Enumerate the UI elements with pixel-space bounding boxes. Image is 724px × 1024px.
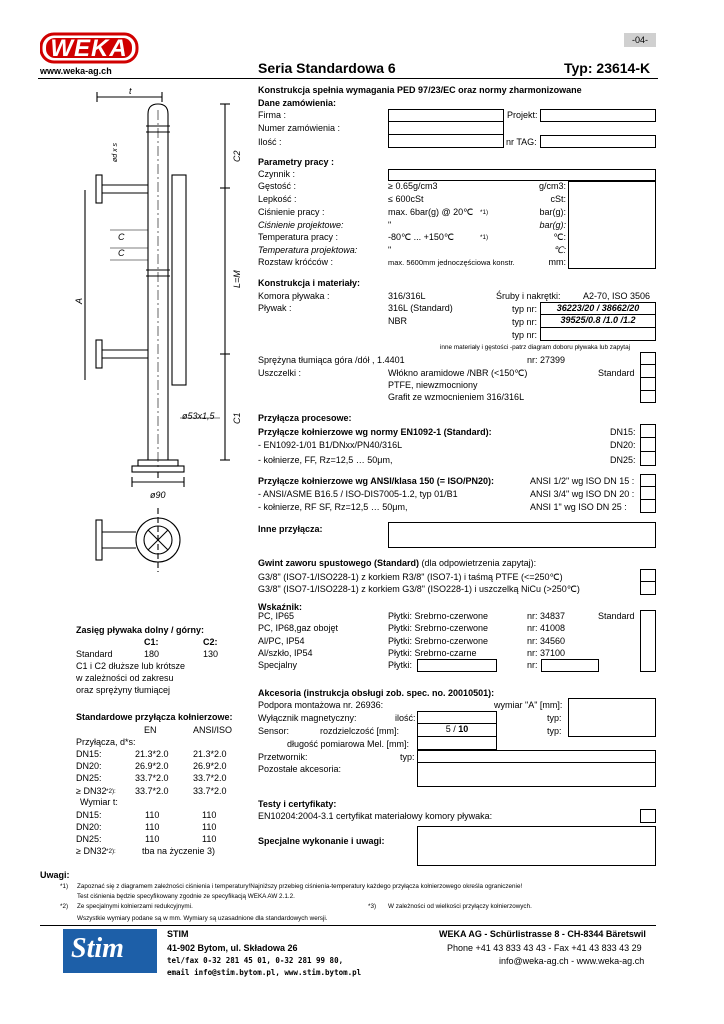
typnr-label-2: typ nr:: [512, 317, 538, 327]
dim-d90: ø90: [150, 490, 166, 500]
dn25-label: DN25:: [610, 455, 636, 465]
flange-dim-en: 110: [145, 822, 160, 832]
flange-dim-en: 110: [145, 834, 160, 844]
param-unit: ℃:: [553, 232, 566, 242]
param-value: -80℃ ... +150℃: [388, 232, 454, 242]
en-heading: Przyłącze kołnierzowe wg normy EN1092-1 (Standard):: [258, 427, 492, 437]
drain-line-1: G3/8" (ISO7-1/ISO228-1) z korkiem R3/8" (ISO7-1) i taśmą PTFE (<=250℃): [258, 572, 563, 582]
uszczelki-checkbox-3[interactable]: [640, 391, 656, 403]
flange-dim-name: ≥ DN32: [76, 846, 107, 856]
order-heading: Dane zamówienia:: [258, 98, 337, 108]
rozdzielczosc-value-a: 5 /: [445, 724, 456, 734]
ansi-line-1: - ANSI/ASME B16.5 / ISO-DIS7005-1.2, typ 01/B1: [258, 489, 458, 499]
dim-d53: ø53x1,5: [182, 411, 215, 421]
ansi-line-2: - kołnierze, RF SF, Rz=12,5 … 50μm,: [258, 502, 408, 512]
wylacznik-typ-label: typ:: [547, 713, 562, 723]
rozdzielczosc-field[interactable]: [417, 724, 497, 737]
flange-row-name: DN15:: [76, 749, 102, 759]
param-label: Rozstaw króćców :: [258, 257, 334, 267]
indicator-special-nr-field[interactable]: [541, 659, 599, 672]
rozdzielczosc-value-b: 10: [458, 724, 469, 734]
rozdzielczosc-label: rozdzielczość [mm]:: [320, 726, 400, 736]
inne-label: Inne przyłącza:: [258, 524, 323, 534]
param-value: ": [388, 245, 392, 255]
param-unit: ℃:: [553, 245, 566, 255]
accessories-heading: Akcesoria (instrukcja obsługi zob. spec. no. 20010501):: [258, 688, 495, 698]
dim-LM: L=M: [232, 270, 242, 288]
wymiar-label: wymiar "A" [mm]:: [494, 700, 563, 710]
flange-col-en: EN: [144, 725, 157, 735]
special-field[interactable]: [417, 826, 656, 866]
firma-field[interactable]: [388, 109, 504, 122]
indicator-special-plates-field[interactable]: [417, 659, 497, 672]
projekt-field[interactable]: [540, 109, 656, 122]
flange-row-note: *2):: [106, 788, 116, 795]
typnr-label-3: typ nr:: [512, 330, 538, 340]
flange-row-en: 33.7*2.0: [135, 773, 169, 783]
flange-table-heading: Standardowe przyłącza kołnierzowe:: [76, 712, 233, 722]
plywak-label: Pływak :: [258, 303, 292, 313]
param-label: Temperatura pracy :: [258, 232, 339, 242]
plywak-value-1: 316L (Standard): [388, 303, 453, 313]
typnr-field-3[interactable]: [540, 328, 656, 341]
range-note-3: oraz sprężyny tłumiącej: [76, 685, 171, 695]
flange-dim-name: DN25:: [76, 834, 102, 844]
ansi-dn25-checkbox[interactable]: [640, 500, 656, 513]
subtitle: Konstrukcja spełnia wymagania PED 97/23/EC oraz normy zharmonizowane: [258, 85, 582, 95]
note-3-mark: *3): [368, 903, 377, 910]
dlugosc-field[interactable]: [417, 737, 497, 750]
tag-label: nr TAG:: [506, 137, 537, 147]
param-note: *1): [480, 209, 489, 216]
dim-cc2: C: [118, 248, 125, 258]
notes-heading: Uwagi:: [40, 870, 70, 880]
indicator-type: Al/PC, IP54: [258, 636, 305, 646]
indicator-type: Al/szkło, IP54: [258, 648, 313, 658]
flange-dim-en: tba na życzenie 3): [142, 846, 216, 856]
note-3: W zależności od wielkości przyłączy kołnierzowych.: [388, 903, 532, 910]
dim-c1: C1: [232, 412, 242, 424]
weka-email[interactable]: info@weka-ag.ch - www.weka-ag.ch: [499, 956, 645, 966]
range-heading: Zasięg pływaka dolny / górny:: [76, 625, 205, 635]
czynnik-field[interactable]: [388, 169, 656, 181]
flange-przylacza-label: Przyłącza, d*s:: [76, 737, 136, 747]
flange-row-en: 33.7*2.0: [135, 786, 169, 796]
wylacznik-label: Wyłącznik magnetyczny:: [258, 713, 357, 723]
weka-phone: Phone +41 43 833 43 43 - Fax +41 43 833 43 29: [447, 943, 642, 953]
typnr-field-1[interactable]: 36223/20 / 38662/20: [540, 302, 656, 315]
projekt-label: Projekt:: [507, 110, 538, 120]
drain-heading: [258, 558, 536, 568]
footer-rule: [40, 925, 656, 926]
weka-logo-text: WEKA: [50, 35, 128, 62]
flange-wymiar-label: Wymiar t:: [80, 797, 118, 807]
tests-line-1: EN10204:2004-3.1 certyfikat materiałowy komory pływaka:: [258, 811, 493, 821]
range-standard-label: Standard: [76, 649, 113, 659]
flange-row-en: 21.3*2.0: [135, 749, 169, 759]
tests-checkbox[interactable]: [640, 809, 656, 823]
weka-url[interactable]: www.weka-ag.ch: [40, 66, 112, 76]
flange-dim-ansi: 110: [202, 834, 217, 844]
sprezyna-checkbox[interactable]: [640, 352, 656, 365]
param-unit: mm:: [548, 257, 566, 267]
numer-field[interactable]: [388, 122, 504, 135]
indicator-heading: Wskaźnik:: [258, 602, 303, 612]
param-value: max. 6bar(g) @ 20℃: [388, 207, 474, 217]
drain-checkbox-2[interactable]: [640, 582, 656, 595]
note-1b: Test ciśnienia będzie specyfikowany zgodnie ze specyfikacją WEKA AW 2.1.2.: [77, 893, 295, 900]
wylacznik-ilosc-field[interactable]: [417, 711, 497, 724]
uszczelki-2: PTFE, niewzmocniony: [388, 380, 478, 390]
sprezyna-label: Sprężyna tłumiąca góra /dół , 1.4401: [258, 355, 405, 365]
stim-logo: [63, 929, 157, 973]
tests-heading: Testy i certyfikaty:: [258, 799, 337, 809]
technical-drawing: [40, 80, 250, 610]
dim-c2: C2: [232, 150, 242, 162]
weka-logo: [40, 31, 140, 65]
param-label: Temperatura projektowa:: [258, 245, 358, 255]
range-c2-header: C2:: [203, 637, 218, 647]
materials-note: inne materiały i gęstości -patrz diagram doboru pływaka lub zapytaj: [440, 344, 631, 351]
ansi-dn20-label: ANSI 3/4" wg ISO DN 20 :: [530, 489, 635, 499]
flange-row-ansi: 33.7*2.0: [193, 773, 227, 783]
note-2: Ze specjalnymi kołnierzami redukcyjnymi.: [77, 903, 193, 910]
drain-line-2: G3/8" (ISO7-1/ISO228-1) z korkiem G3/8" (ISO228-1) i uszczelką NiCu (>250℃): [258, 584, 580, 594]
dn20-label: DN20:: [610, 440, 636, 450]
ilosc-label: Ilość :: [258, 137, 282, 147]
special-heading: Specjalne wykonanie i uwagi:: [258, 836, 385, 846]
flange-row-ansi: 33.7*2.0: [193, 786, 227, 796]
flange-dim-ansi: 110: [202, 822, 217, 832]
indicator-plates: Płytki: Srebrno-czerwone: [388, 636, 489, 646]
indicator-nr: nr: 37100: [527, 648, 566, 658]
flange-dim-name: DN15:: [76, 810, 102, 820]
indicator-nr: nr: 34560: [527, 636, 566, 646]
params-heading: Parametry pracy :: [258, 157, 335, 167]
param-label: Ciśnienie pracy :: [258, 207, 325, 217]
wylacznik-ilosc-label: ilość:: [395, 713, 416, 723]
ansi-dn25-label: ANSI 1" wg ISO DN 25 :: [530, 502, 627, 512]
sensor-label: Sensor:: [258, 726, 290, 736]
uszczelki-label: Uszczelki :: [258, 368, 302, 378]
indicator-standard: Standard: [598, 611, 635, 621]
note-4: Wszystkie wymiary podane są w mm. Wymiary są uzasadnione dla standardowych wersji.: [77, 915, 328, 922]
firma-label: Firma :: [258, 110, 286, 120]
indicator-type: Specjalny: [258, 660, 298, 670]
accessories-right-box[interactable]: [568, 698, 656, 737]
sensor-typ-label: typ:: [547, 726, 562, 736]
header-rule: [38, 78, 658, 79]
komora-value: 316/316L: [388, 291, 426, 301]
flange-row-name: ≥ DN32: [76, 786, 107, 796]
komora-label: Komora pływaka :: [258, 291, 330, 301]
plywak-value-2: NBR: [388, 316, 408, 326]
flange-row-en: 26.9*2.0: [135, 761, 169, 771]
page-number: -04-: [624, 33, 656, 47]
range-standard-c1: 180: [144, 649, 160, 659]
range-note-2: w zależności od zakresu: [76, 673, 174, 683]
indicator-nr: nr: 41008: [527, 623, 566, 633]
sruby-label: Śruby i nakrętki:: [496, 291, 561, 301]
sruby-value: A2-70, ISO 3506: [583, 291, 651, 301]
typnr-label-1: typ nr:: [512, 304, 538, 314]
przetwornik-field[interactable]: [417, 750, 656, 763]
dn20-checkbox[interactable]: [640, 438, 656, 452]
dim-cc1: C: [118, 232, 125, 242]
pozostale-label: Pozostałe akcesoria:: [258, 764, 342, 774]
pozostale-field[interactable]: [417, 763, 656, 787]
process-heading: Przyłącza procesowe:: [258, 413, 352, 423]
ansi-dn15-checkbox[interactable]: [640, 474, 656, 487]
drain-heading-bold: Gwint zaworu spustowego (Standard): [258, 558, 420, 568]
dlugosc-label: długość pomiarowa Mel. [mm]:: [287, 739, 410, 749]
en-line-1: - EN1092-1/01 B1/DNxx/PN40/316L: [258, 440, 403, 450]
uszczelki-standard: Standard: [598, 368, 635, 378]
indicator-type: PC, IP65: [258, 611, 295, 621]
param-unit: g/cm3:: [538, 181, 566, 191]
param-value: ≤ 600cSt: [388, 194, 424, 204]
flange-col-ansi: ANSI/ISO: [193, 725, 233, 735]
ilosc-field[interactable]: [388, 135, 504, 148]
type-label: Typ: 23614-K: [564, 60, 651, 76]
page-title: Seria Standardowa 6: [258, 60, 396, 76]
stim-address: 41-902 Bytom, ul. Składowa 26: [167, 943, 298, 953]
param-unit: cSt:: [550, 194, 566, 204]
uszczelki-1: Włókno aramidowe /NBR (<150℃): [388, 368, 528, 378]
przetwornik-label: Przetwornik:: [258, 752, 308, 762]
ansi-dn20-checkbox[interactable]: [640, 487, 656, 500]
param-label: Czynnik :: [258, 169, 296, 179]
podpora-label: Podpora montażowa nr. 26936:: [258, 700, 384, 710]
typnr-field-2[interactable]: 39525/0.8 /1.0 /1.2: [540, 315, 656, 328]
inne-field[interactable]: [388, 522, 656, 548]
param-label: Gęstość :: [258, 181, 297, 191]
stim-email[interactable]: email info@stim.bytom.pl, www.stim.bytom.pl: [167, 968, 362, 977]
params-values-box[interactable]: [568, 181, 656, 269]
flange-row-name: DN25:: [76, 773, 102, 783]
numer-label: Numer zamówienia :: [258, 123, 341, 133]
dn15-label: DN15:: [610, 427, 636, 437]
indicator-type: PC, IP68,gaz obojęt: [258, 623, 339, 633]
param-value: ≥ 0.65g/cm3: [388, 181, 438, 191]
dn15-checkbox[interactable]: [640, 424, 656, 438]
note-1-mark: *1): [60, 883, 69, 890]
range-note-1: C1 i C2 dłuższe lub krótsze: [76, 661, 186, 671]
param-value: ": [388, 220, 392, 230]
param-unit: bar(g):: [539, 207, 566, 217]
dim-A: A: [74, 297, 84, 304]
indicator-plates: Płytki: Srebrno-czarne: [388, 648, 477, 658]
ansi-dn15-label: ANSI 1/2" wg ISO DN 15 :: [530, 476, 635, 486]
param-unit: bar(g):: [539, 220, 566, 230]
flange-row-ansi: 21.3*2.0: [193, 749, 227, 759]
sprezyna-nr: nr: 27399: [527, 355, 566, 365]
note-1: Zapoznać się z diagramem zależności ciśnienia i temperatury!Najniższy przebieg ciśnienia-temperatury każdego przyłącza kołnierzowego określa ograniczenie!: [77, 883, 523, 890]
uszczelki-checkbox-2[interactable]: [640, 378, 656, 391]
indicator-nr: nr: 34837: [527, 611, 566, 621]
weka-address: WEKA AG - Schürlistrasse 8 - CH-8344 Bäretswil: [439, 929, 646, 939]
dn25-checkbox[interactable]: [640, 452, 656, 466]
indicator-nr: nr:: [527, 660, 538, 670]
drain-heading-normal: (dla odpowietrzenia zapytaj):: [419, 558, 537, 568]
range-c1-header: C1:: [144, 637, 159, 647]
tag-field[interactable]: [540, 135, 656, 148]
note-2-mark: *2): [60, 903, 69, 910]
drain-checkbox-1[interactable]: [640, 569, 656, 582]
en-line-2: - kołnierze, FF, Rz=12,5 … 50μm,: [258, 455, 393, 465]
materials-heading: Konstrukcja i materiały:: [258, 278, 361, 288]
stim-phone: tel/fax 0-32 281 45 01, 0-32 281 99 80,: [167, 956, 344, 965]
indicator-plates: Płytki: Srebrno-czerwone: [388, 611, 489, 621]
uszczelki-3: Grafit ze wzmocnieniem 316/316L: [388, 392, 525, 402]
param-label: Lepkość :: [258, 194, 297, 204]
stim-logo-text: Stim: [71, 933, 124, 964]
flange-dim-en: 110: [145, 810, 160, 820]
przetwornik-typ-label: typ:: [400, 752, 415, 762]
dim-t: t: [129, 86, 132, 96]
stim-name: STIM: [167, 929, 189, 939]
indicator-plates: Płytki:: [388, 660, 413, 670]
flange-dim-name: DN20:: [76, 822, 102, 832]
flange-row-ansi: 26.9*2.0: [193, 761, 227, 771]
indicator-plates: Płytki: Srebrno-czerwone: [388, 623, 489, 633]
dim-dxs: ød x s: [112, 142, 119, 162]
ansi-heading: Przyłącze kołnierzowe wg ANSI/klasa 150 (= ISO/PN20):: [258, 476, 495, 486]
param-label: Ciśnienie projektowe:: [258, 220, 344, 230]
flange-dim-ansi: 110: [202, 810, 217, 820]
param-note: *1): [480, 234, 489, 241]
param-value: max. 5600mm jednoczęściowa konstr.: [388, 258, 515, 267]
flange-row-name: DN20:: [76, 761, 102, 771]
indicator-checkbox-column[interactable]: [640, 610, 656, 672]
range-standard-c2: 130: [203, 649, 219, 659]
uszczelki-checkbox-1[interactable]: [640, 365, 656, 378]
flange-dim-note: *2):: [106, 848, 116, 855]
